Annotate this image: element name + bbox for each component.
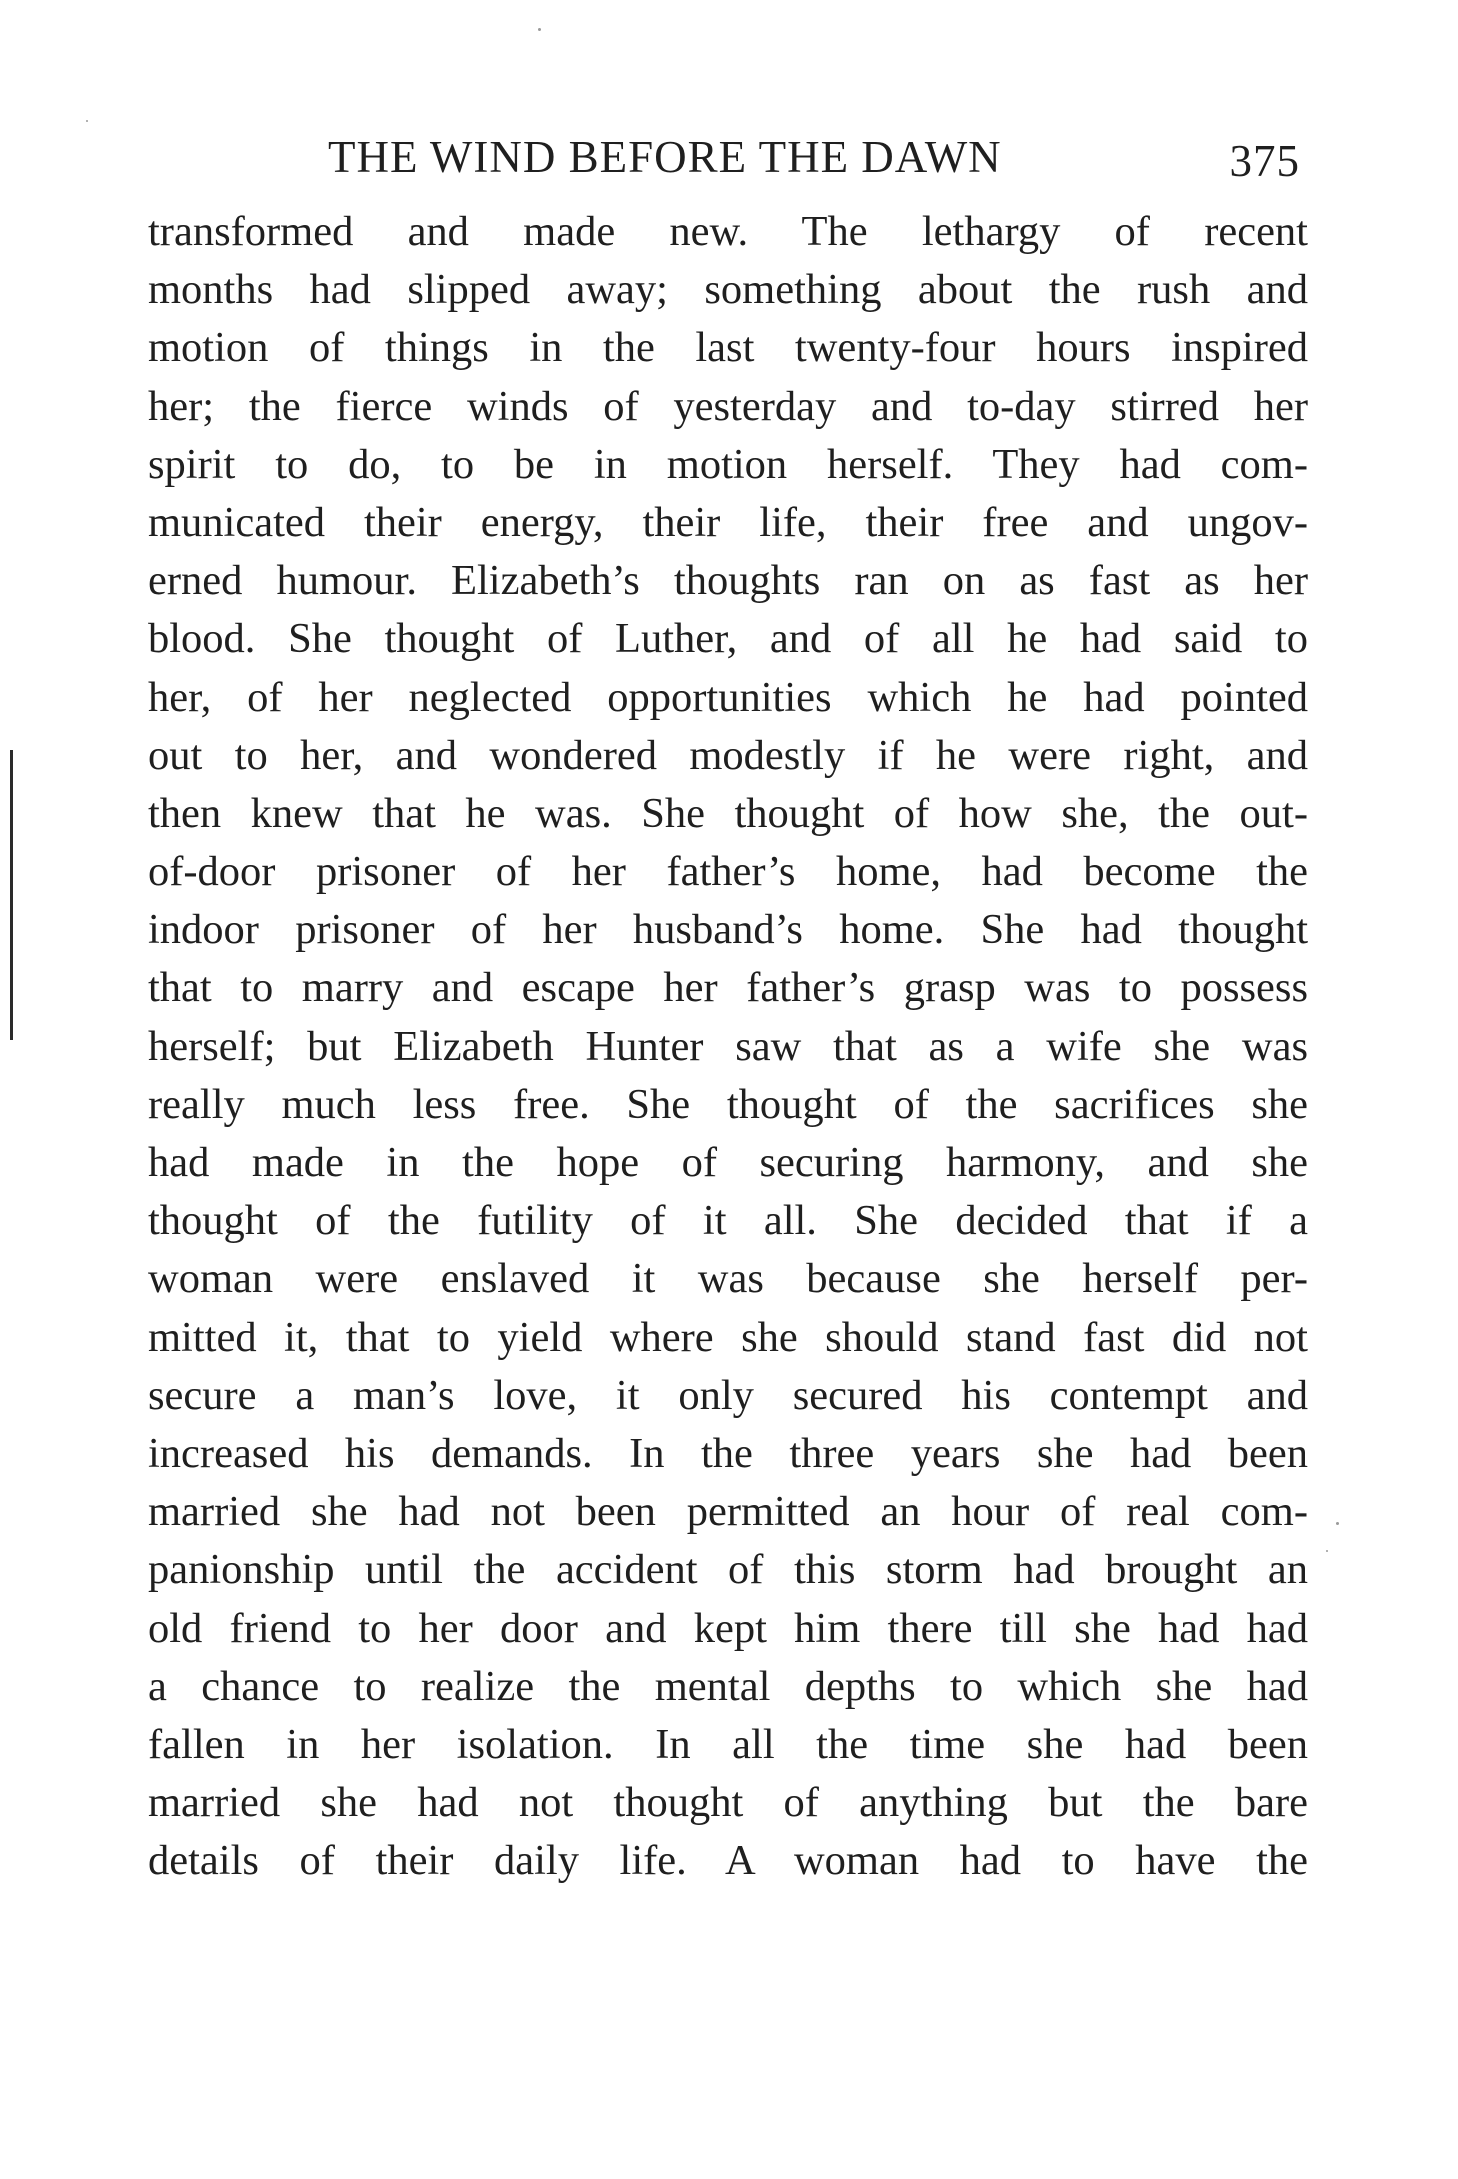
paper-speck — [1336, 1522, 1339, 1525]
text-line: erned humour. Elizabeth’s thoughts ran on as fast as her — [148, 557, 1308, 605]
text-line: a chance to realize the mental depths to which she had — [148, 1662, 1308, 1710]
text-line: indoor prisoner of her husband’s home. She had thought — [148, 906, 1308, 954]
text-line: that to marry and escape her father’s grasp was to possess — [148, 964, 1308, 1012]
text-line: had made in the hope of securing harmony, and she — [148, 1139, 1308, 1186]
text-line: increased his demands. In the three years she had been — [148, 1429, 1308, 1477]
paper-speck — [538, 28, 541, 31]
text-line: details of their daily life. A woman had to have the — [148, 1837, 1308, 1885]
text-line: her, of her neglected opportunities which he had pointed — [148, 673, 1308, 721]
text-line: transformed and made new. The lethargy of recent — [148, 208, 1308, 255]
text-line: months had slipped away; something about the rush and — [148, 266, 1308, 314]
body-text — [148, 203, 1308, 1890]
text-line: fallen in her isolation. In all the time she had been — [148, 1720, 1308, 1768]
text-line: herself; but Elizabeth Hunter saw that as a wife she was — [148, 1022, 1308, 1070]
page-number: 375 — [1229, 136, 1300, 186]
text-line: blood. She thought of Luther, and of all he had said to — [148, 615, 1308, 663]
text-line: municated their energy, their life, their free and ungov- — [148, 498, 1308, 546]
text-line: married she had not thought of anything but the bare — [148, 1779, 1308, 1827]
text-line: secure a man’s love, it only secured his contempt and — [148, 1371, 1308, 1419]
text-line: out to her, and wondered modestly if he were right, and — [148, 731, 1308, 779]
text-line: woman were enslaved it was because she herself per- — [148, 1255, 1308, 1303]
text-line: then knew that he was. She thought of how she, the out- — [148, 789, 1308, 837]
text-line: thought of the futility of it all. She decided that if a — [148, 1197, 1308, 1245]
text-line: spirit to do, to be in motion herself. They had com- — [148, 440, 1308, 488]
text-line: panionship until the accident of this storm had brought an — [148, 1546, 1308, 1594]
text-line: old friend to her door and kept him there till she had had — [148, 1604, 1308, 1652]
paper-speck — [1326, 1550, 1328, 1552]
text-line: her; the fierce winds of yesterday and to-day stirred her — [148, 382, 1308, 430]
running-title: THE WIND BEFORE THE DAWN — [328, 132, 1002, 182]
paper-speck — [86, 120, 88, 122]
margin-rule — [10, 750, 13, 1040]
text-line: really much less free. She thought of the sacrifices she — [148, 1080, 1308, 1128]
text-line: motion of things in the last twenty-four hours inspired — [148, 324, 1308, 372]
running-head — [148, 122, 1308, 192]
text-line: of-door prisoner of her father’s home, had become the — [148, 848, 1308, 896]
text-line: mitted it, that to yield where she should stand fast did not — [148, 1313, 1308, 1361]
text-line: married she had not been permitted an hour of real com- — [148, 1488, 1308, 1536]
